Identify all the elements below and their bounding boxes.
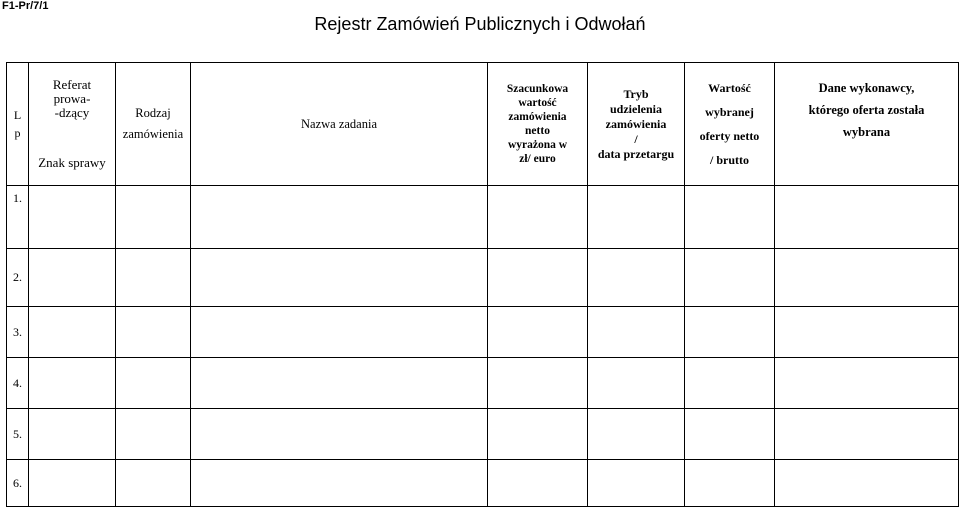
cell-nazwa (191, 249, 488, 307)
table-row (7, 409, 959, 460)
table-row (7, 307, 959, 358)
row-number: 1. (7, 186, 29, 249)
cell-wartosc (685, 460, 775, 507)
cell-wartosc (685, 307, 775, 358)
cell-szacunkowa (488, 460, 588, 507)
cell-referat (29, 186, 116, 249)
row-number: 5. (7, 409, 29, 460)
table-row (7, 186, 959, 249)
register-table (6, 62, 959, 507)
table-row (7, 249, 959, 307)
cell-dane (775, 358, 959, 409)
cell-dane (775, 307, 959, 358)
cell-dane (775, 460, 959, 507)
header-lp: L p (7, 63, 29, 186)
cell-dane (775, 249, 959, 307)
table-row (7, 460, 959, 507)
page-title: Rejestr Zamówień Publicznych i Odwołań (314, 14, 646, 34)
cell-szacunkowa (488, 186, 588, 249)
cell-wartosc (685, 358, 775, 409)
cell-tryb (588, 249, 685, 307)
cell-nazwa (191, 307, 488, 358)
cell-wartosc (685, 249, 775, 307)
cell-szacunkowa (488, 249, 588, 307)
cell-szacunkowa (488, 409, 588, 460)
cell-rodzaj (116, 460, 191, 507)
cell-referat (29, 249, 116, 307)
header-row (7, 63, 959, 186)
cell-rodzaj (116, 409, 191, 460)
cell-tryb (588, 460, 685, 507)
header-referat: Referat prowa- -dzący Znak sprawy (29, 63, 116, 186)
cell-rodzaj (116, 249, 191, 307)
cell-referat (29, 409, 116, 460)
header-tryb: Tryb udzielenia zamówienia / data przetargu (588, 63, 685, 186)
row-number: 4. (7, 358, 29, 409)
cell-dane (775, 409, 959, 460)
cell-szacunkowa (488, 358, 588, 409)
row-number: 6. (7, 460, 29, 507)
cell-rodzaj (116, 358, 191, 409)
cell-tryb (588, 358, 685, 409)
cell-nazwa (191, 186, 488, 249)
cell-tryb (588, 186, 685, 249)
table-row (7, 358, 959, 409)
header-nazwa: Nazwa zadania (191, 63, 488, 186)
cell-nazwa (191, 358, 488, 409)
cell-tryb (588, 307, 685, 358)
cell-nazwa (191, 460, 488, 507)
cell-wartosc (685, 186, 775, 249)
row-number: 2. (7, 249, 29, 307)
header-rodzaj: Rodzaj zamówienia (116, 63, 191, 186)
header-znak-sprawy: Znak sprawy (38, 155, 106, 170)
header-szacunkowa: Szacunkowa wartość zamówienia netto wyrażona w zł/ euro (488, 63, 588, 186)
cell-referat (29, 307, 116, 358)
cell-rodzaj (116, 186, 191, 249)
cell-rodzaj (116, 307, 191, 358)
cell-dane (775, 186, 959, 249)
cell-tryb (588, 409, 685, 460)
header-dane-wykonawcy: Dane wykonawcy, którego oferta została wybrana (775, 63, 959, 186)
cell-nazwa (191, 409, 488, 460)
cell-referat (29, 460, 116, 507)
cell-wartosc (685, 409, 775, 460)
cell-referat (29, 358, 116, 409)
form-code: F1-Pr/7/1 (2, 0, 49, 12)
row-number: 3. (7, 307, 29, 358)
header-wartosc: Wartość wybranej oferty netto / brutto (685, 63, 775, 186)
cell-szacunkowa (488, 307, 588, 358)
